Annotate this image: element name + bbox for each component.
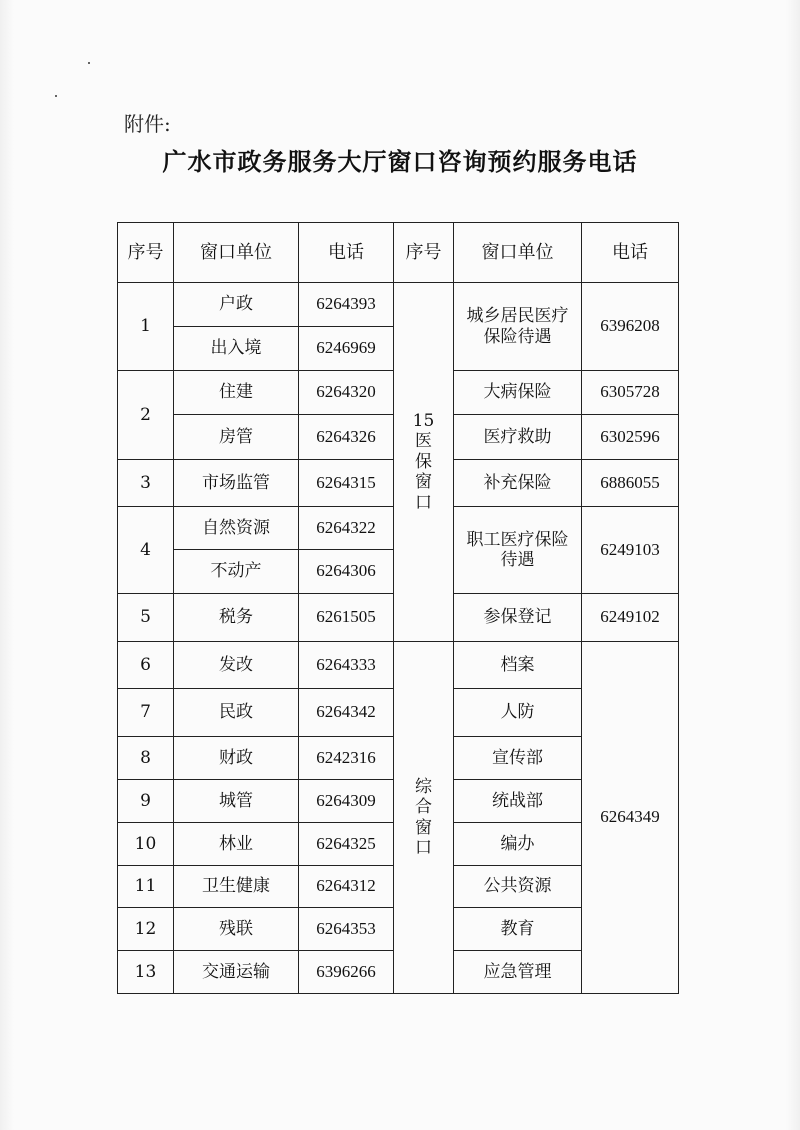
unit-cell: 卫生健康 [174,866,299,908]
unit-cell: 税务 [174,594,299,642]
general-unit-cell: 教育 [454,908,582,951]
unit-cell: 住建 [174,371,299,415]
medical-unit-line: 待遇 [500,550,535,570]
unit-cell: 不动产 [174,550,299,594]
medical-unit-line: 职工医疗保险 [466,529,569,550]
phone-cell: 6264322 [299,507,394,550]
seq-cell: 5 [118,594,174,642]
medical-window-number: 15 [412,411,435,432]
phone-cell: 6264353 [299,908,394,951]
general-window-char: 综 [415,776,432,797]
seq-cell: 13 [118,951,174,994]
general-window-seq-cell [394,642,454,994]
unit-cell: 市场监管 [174,460,299,507]
seq-cell: 4 [118,507,174,594]
medical-window-char: 口 [415,492,432,513]
medical-unit-cell: 补充保险 [454,460,582,507]
seq-cell: 1 [118,283,174,371]
general-unit-cell: 统战部 [454,780,582,823]
header-phone: 电话 [582,223,679,283]
seq-cell: 2 [118,371,174,460]
unit-cell: 自然资源 [174,507,299,550]
phone-cell: 6264306 [299,550,394,594]
general-unit-cell: 档案 [454,642,582,689]
header-unit: 窗口单位 [454,223,582,283]
scan-speck [88,62,90,64]
unit-cell: 财政 [174,737,299,780]
seq-cell: 8 [118,737,174,780]
seq-cell: 6 [118,642,174,689]
phone-cell: 6396266 [299,951,394,994]
general-window-char: 口 [415,837,432,858]
document-title: 广水市政务服务大厅窗口咨询预约服务电话 [162,148,638,176]
medical-phone-cell: 6305728 [582,371,679,415]
medical-window-char: 窗 [415,472,432,493]
medical-window-char: 医 [415,431,432,452]
general-unit-cell: 应急管理 [454,951,582,994]
unit-cell: 残联 [174,908,299,951]
phone-cell: 6264325 [299,823,394,866]
general-unit-cell: 编办 [454,823,582,866]
medical-phone-cell: 6886055 [582,460,679,507]
medical-unit-cell: 大病保险 [454,371,582,415]
medical-unit-cell [454,283,582,371]
medical-window-char: 保 [415,451,432,472]
phone-cell: 6264309 [299,780,394,823]
seq-cell: 7 [118,689,174,737]
scan-speck [55,95,57,97]
seq-cell: 12 [118,908,174,951]
medical-unit-line: 保险待遇 [483,326,552,347]
phone-cell: 6264342 [299,689,394,737]
seq-cell: 9 [118,780,174,823]
unit-cell: 户政 [174,283,299,327]
unit-cell: 发改 [174,642,299,689]
unit-cell: 城管 [174,780,299,823]
unit-cell: 林业 [174,823,299,866]
medical-unit-cell [454,507,582,594]
medical-phone-cell: 6249102 [582,594,679,642]
table-row [118,283,679,327]
phone-cell: 6261505 [299,594,394,642]
medical-phone-cell: 6249103 [582,507,679,594]
phone-cell: 6242316 [299,737,394,780]
phone-cell: 6264393 [299,283,394,327]
unit-cell: 房管 [174,415,299,460]
header-seq: 序号 [118,223,174,283]
unit-cell: 出入境 [174,327,299,371]
general-unit-cell: 宣传部 [454,737,582,780]
general-window-char: 合 [415,797,432,818]
general-phone-cell: 6264349 [582,642,679,994]
phone-cell: 6264315 [299,460,394,507]
medical-unit-cell: 医疗救助 [454,415,582,460]
seq-cell: 3 [118,460,174,507]
seq-cell: 11 [118,866,174,908]
header-unit: 窗口单位 [174,223,299,283]
medical-phone-cell: 6396208 [582,283,679,371]
medical-window-seq-cell [394,283,454,642]
unit-cell: 交通运输 [174,951,299,994]
service-phone-table [117,222,679,994]
phone-cell: 6264312 [299,866,394,908]
unit-cell: 民政 [174,689,299,737]
phone-cell: 6246969 [299,327,394,371]
attachment-label: 附件: [124,112,171,136]
medical-unit-line: 城乡居民医疗 [466,306,569,327]
general-unit-cell: 人防 [454,689,582,737]
table-row [118,642,679,689]
header-seq: 序号 [394,223,454,283]
phone-cell: 6264326 [299,415,394,460]
medical-unit-cell: 参保登记 [454,594,582,642]
general-unit-cell: 公共资源 [454,866,582,908]
header-phone: 电话 [299,223,394,283]
table-header-row [118,223,679,283]
seq-cell: 10 [118,823,174,866]
phone-cell: 6264333 [299,642,394,689]
medical-phone-cell: 6302596 [582,415,679,460]
general-window-char: 窗 [415,817,432,838]
phone-cell: 6264320 [299,371,394,415]
